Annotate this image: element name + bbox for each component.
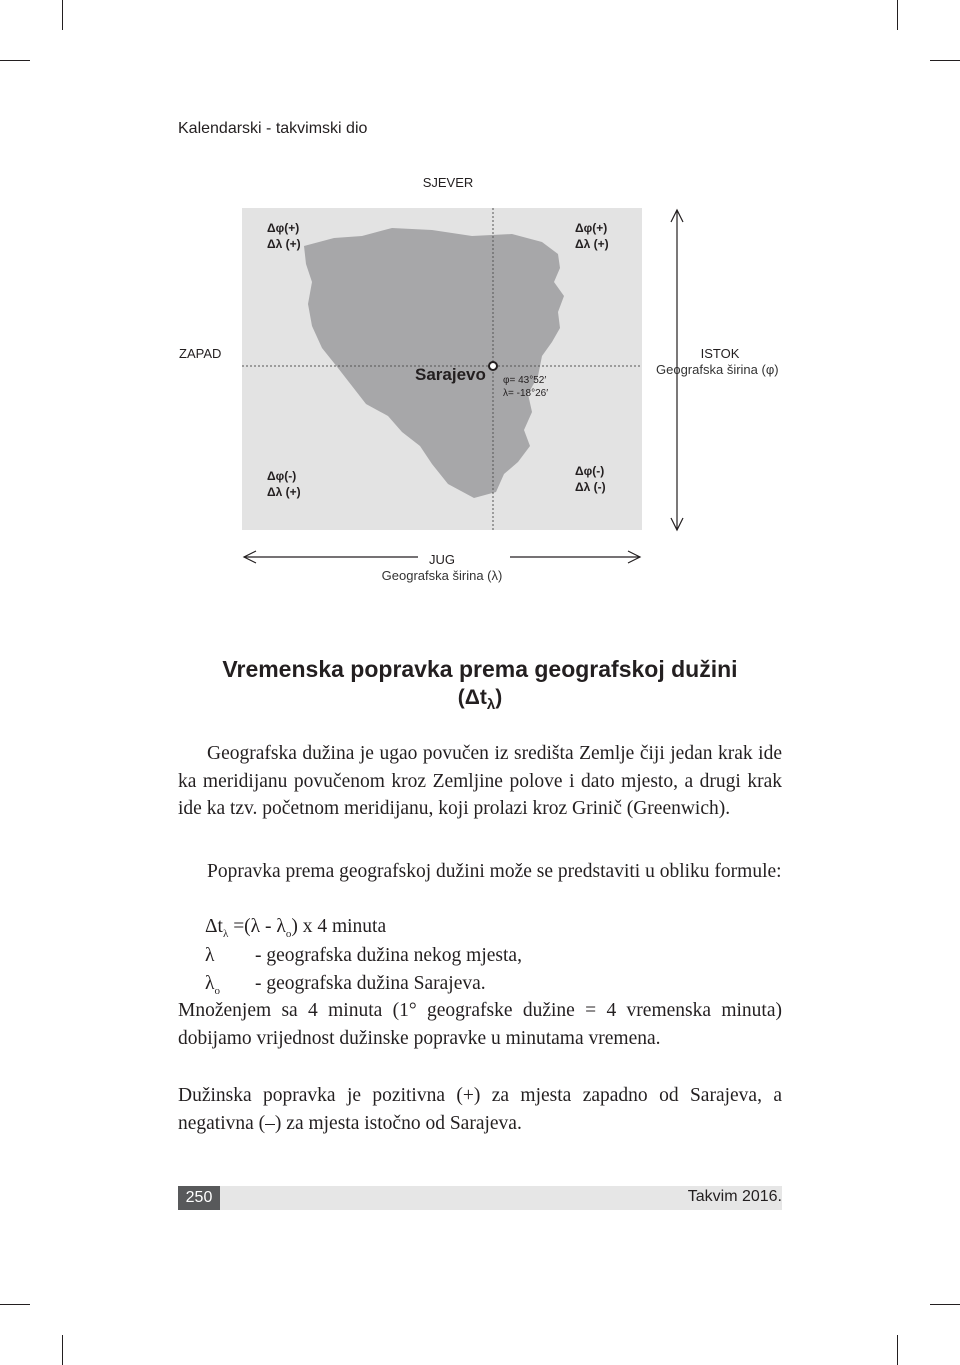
formula-subscript: λ bbox=[222, 927, 229, 940]
formula-part: =(λ - λ bbox=[228, 916, 286, 937]
quadrant-value: Δλ (+) bbox=[267, 485, 301, 499]
definition-subscript: o bbox=[214, 984, 220, 997]
north-label: SJEVER bbox=[422, 175, 474, 190]
sarajevo-marker bbox=[489, 362, 497, 370]
formula-text: (Δt bbox=[457, 686, 487, 709]
city-label: Sarajevo bbox=[415, 365, 486, 384]
crop-mark bbox=[0, 60, 30, 61]
paragraph-text: Popravka prema geografskoj dužini može se predstaviti u obliku formule: bbox=[207, 861, 782, 882]
latitude-arrow bbox=[668, 208, 686, 532]
running-header: Kalendarski - takvimski dio bbox=[178, 120, 368, 137]
definition-text: - geografska dužina nekog mjesta, bbox=[255, 945, 522, 966]
crop-mark bbox=[930, 60, 960, 61]
paragraph-text: Geografska dužina je ugao povučen iz središta Zemlje čiji jedan krak ide ka meridijanu povučenom kroz Zemljine polove i dato mjesto, a drugi krak ide ka tzv. početnom meridijanu, koji prolazi kroz Grinič (Greenwich). bbox=[178, 743, 782, 819]
definition-line bbox=[205, 942, 522, 969]
definition-symbol: λ bbox=[205, 973, 215, 994]
paragraph bbox=[178, 858, 782, 886]
formula-text: ) bbox=[495, 686, 503, 709]
quadrant-bottom-right bbox=[575, 463, 606, 495]
quadrant-value: Δλ (+) bbox=[267, 237, 301, 251]
formula-part: Δt bbox=[205, 916, 223, 937]
quadrant-top-left bbox=[267, 220, 301, 252]
east-subtitle: Geografska širina (φ) bbox=[656, 362, 779, 377]
section-title: Vremenska popravka prema geografskoj dužini bbox=[222, 656, 738, 682]
definition-text: - geografska dužina Sarajeva. bbox=[255, 973, 486, 994]
formula-part: ) x 4 minuta bbox=[291, 916, 387, 937]
quadrant-value: Δλ (-) bbox=[575, 480, 606, 494]
paragraph bbox=[178, 997, 782, 1052]
quadrant-bottom-left bbox=[267, 468, 301, 500]
crop-mark bbox=[897, 0, 898, 30]
crop-mark bbox=[0, 1304, 30, 1305]
longitude-value: λ= -18°26′ bbox=[503, 388, 549, 399]
quadrant-value: Δφ(+) bbox=[575, 221, 608, 235]
quadrant-top-right bbox=[575, 220, 609, 252]
crop-mark bbox=[930, 1304, 960, 1305]
longitude-arrow bbox=[242, 548, 644, 566]
quadrant-value: Δφ(+) bbox=[267, 221, 300, 235]
latitude-value: φ= 43°52′ bbox=[503, 375, 547, 386]
formula-subscript: λ bbox=[486, 696, 496, 714]
quadrant-value: Δφ(-) bbox=[267, 469, 297, 483]
quadrant-value: Δφ(-) bbox=[575, 464, 605, 478]
crop-mark bbox=[62, 0, 63, 30]
crop-mark bbox=[62, 1335, 63, 1365]
city-coordinates bbox=[503, 374, 548, 400]
south-subtitle: Geografska širina (λ) bbox=[381, 568, 503, 583]
quadrant-value: Δλ (+) bbox=[575, 237, 609, 251]
paragraph-text: Dužinska popravka je pozitivna (+) za mjesta zapadno od Sarajeva, a negativna (–) za mjesta istočno od Sarajeva. bbox=[178, 1085, 782, 1134]
section-formula bbox=[0, 686, 960, 713]
paragraph bbox=[178, 740, 782, 823]
paragraph bbox=[178, 1082, 782, 1137]
west-label: ZAPAD bbox=[179, 346, 222, 361]
page-number: 250 bbox=[178, 1186, 220, 1210]
south-label: JUG bbox=[429, 552, 455, 567]
crop-mark bbox=[897, 1335, 898, 1365]
paragraph-text: Množenjem sa 4 minuta (1° geografske dužine = 4 vremenska minuta) dobijamo vrijednost dužinske popravke u minutama vremena. bbox=[178, 1000, 782, 1049]
formula-subscript: o bbox=[285, 927, 292, 940]
country-shape bbox=[304, 228, 564, 498]
definition-symbol: λ bbox=[205, 945, 215, 966]
publication-title: Takvim 2016. bbox=[687, 1188, 782, 1205]
bosnia-map bbox=[242, 208, 642, 530]
